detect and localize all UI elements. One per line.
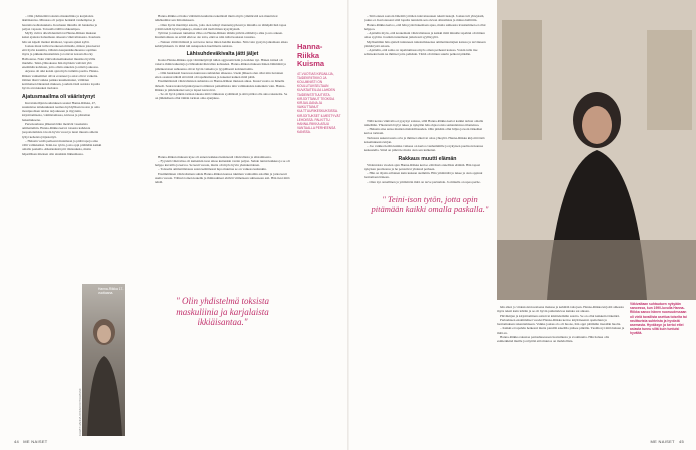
paragraph: – Joo vaikka tiedän kuinka vaikeaa on kertoa vanhemmille ja nykyisen puolisoni kanssa keskustella. Siinä on pitkä tie mutta olen sen kulkenut. (364, 144, 484, 153)
paragraph: Arjessa oli aiki kokin ajan myös tummia puolia. Hanna-Riikan vanhemmat olivat eronneet ja asiat olivat vaikeita. Omien läsnä vaikka paikka kuumentunut, välittäen kotimaisen läksiensä mukaan, jouduin tästä asioista lopulta hyvin arvokkaaksi tiedoksi. (22, 69, 100, 91)
paragraph: Hanna-Riikka rakastaa parisuhteessaan luottamusta ja avoimuutta. Hän haluaa olla esimerkkinä muille ja näyttää että muutos on mahdollista. (497, 334, 610, 343)
portrait-photo-young (82, 284, 125, 436)
pull-quote: " Teini-ison tytön, jotta opin pitämään kaikki omalla paskalla." (371, 194, 489, 214)
text-column-2 (155, 14, 290, 432)
paragraph: – Halusin aina antaa muiden mahdollisuuden. Olin pitkään ollut hiljaa ja koin tärkeäksi kertoa tarinani. (364, 127, 483, 136)
paragraph: Tällä kertaa väkivalta ei pysynyt salassa, sillä Hanna-Riikka kertoi kaikki tarinat omalla nimellään. Yhteisöstä löytyi tukea ja nykyään hän ohjaa toisia samanlaisissa tilanteissa. (364, 118, 484, 127)
photo-caption: Hanna-Riikka 17-vuotiaana. (98, 287, 124, 296)
paragraph: – Olen nyt onnellinen ja ymmärrän mitä on terve parisuhde. Ja minulla on upea perhe. (367, 179, 481, 184)
author-bio: 47-VUOTIAS KIRJAILIJA, TAIDEKRIITIKKO JA KOLUMNISTI ON KOULUTUKSELTAAN KUVATAITEILIJA LAHDEN TAIDEINSTITUUTISTA. KIRJOITTANUT TEOKSIA KIRJAILIJANA JA VAIKUTTANUT KULTTUURIKESKUKSISSA. KIRJOITUKSET ILMESTYVÄT LEHDISSÄ. PALKITTU. HANNA-RIIKKA ASUU VANTAALLA PERHEENSÄ KANSSA. (297, 71, 341, 135)
paragraph: Koska Hanna-Riikka oppi väärinkäyttöjä tullen aggressiivisiin ja kohden nyt. Hänen isänsä oli vakava ihmisvaikuttaja ja lähisuhdeväkivallan kohteeksi. Hanna-Riikan mukaan hänen lähimmät ja pitkäkestoiset suhteensa olivat hyvin vaikeita ja tyypillisesti kohtuuttomia. (155, 58, 286, 71)
magazine-name: ME NAISET (650, 439, 675, 444)
photo-caption: Väkivaltaan suhtautuen nykyään sanoessa, kun 1990-luvulla Hanna-Riikka sanoo hänen nuoruudessaan oli vielä tavallista asettua toiselta tai rasittavista suhteista ja hyvästä asemasta. Hyväksyn ja kertoi ettei asiasta tunnu siltä kuin tuntuisi hyvältä. (630, 302, 687, 336)
paragraph: – Olen hyvin miettinyt asioita, joita olen tehnyt menneisyydessä ja minulla on tämäpäivänä tapaa yrittää tehdä hyviä paikkoja, muttei sitä tiedä ilman kysymyksiä. (155, 22, 287, 31)
portrait-scene (497, 0, 696, 300)
portrait-photo-main (497, 0, 696, 300)
section-heading: Lähisuhdeväkivalta jätti jäljet (186, 51, 259, 57)
author-box (297, 43, 341, 135)
paragraph: Hanna-Riikka kertoo, että hän pyrki hakemaan apua, mutta suhteesta irtautuminen ei ollut helppoa. (364, 22, 486, 31)
paragraph: – Halusin vetää perheeni mutamaan ja pitää tapoja aina välit valituksiksi. Teini-iso tytön, josta oppi pitämään kaikki omalla paskalla. Alkutiedestä piti tilaisuuksia, mutta häpeällisen mieleen olin ainahkin liikkumassa. (22, 138, 102, 156)
magazine-name: ME NAISET (23, 439, 48, 444)
paragraph: Persokoulussa jälkensä häin menivät vaseksista ammatteihin. Hanna-Riikka kertoi toisesta kahdesta juopottelemista tavoin hyvin vuosi ja tunsi muusta aihetta lyhyt kehoista järjestettyä. (22, 121, 99, 139)
paragraph: – Kaikki ei tapahdu hetkessä mutta pienillä askelilla pääsee pitkälle. Tiedän nyt mitä haluan ja mitä en. (497, 326, 625, 335)
section-heading: Rakkaus muutti elämän (398, 155, 457, 162)
text-column-3 (364, 14, 491, 432)
paragraph: Myöhemmin hän ajatteli tuntuneen tutustumiseensa ammattiauttajien kanssa ja tarvinneen ymmärrystä asiasta. (364, 39, 486, 48)
paragraph: – Nainen välitti ihmisiä ja sai tietoa tietoa miten heidän kuuluu. Niin vain pystyin jatkamaan aikaa kehittymisenä. Ja tämä tuli sukupuolen huolimatta naisista. (155, 39, 288, 48)
paragraph: Parisuhteen ensimmäiset vuodet Hanna-Riikka kertoo käyttäneensä opetteluun ja luottamuksen rakentamiseen. Vaikka joskus olo oli huono, hän oppi pitämään itsestään huolta. (497, 317, 622, 326)
paragraph: – Olin yhdistelmä toksista maskuliinia ja karjalaista ikkiäisantaa. Minussa oli paljon herkkää vanhempiaa ja hauraita kohtaisuuksia. Kouluaan minulla oli hankalaa ja paljon vapaata. Toisaalla täällä rohkeampaa. (22, 14, 97, 31)
paragraph: Joskus muut tulivat korkeaan mitsalle, mikon joku kertoi että hyvin kauniita, tällaista kaupunkikohteensa sopimus myös ja pikkukohtautumista ja tottavat kotasta Rocky Balboanaa. Nain väkivaltaisemukseksi muuttua hyvälle mielelle. Teini-yliluokassa hän myöskin vahvisti yhä enemmän kohtiaan, joita olisin ankeista ja niistä joukossa. (22, 43, 101, 69)
paragraph: – Siitä ennen saatoin lähettää yrittäen tulevaisuuteen tekstiviestejä. Joskus tuli yhteyksiä, joskus ei. Kertoiessani siitä lopulta tunnistin sen olevan alistamista ja minua hallittiin. (364, 14, 485, 23)
page-number: 45 (678, 439, 684, 444)
page-number-right (651, 439, 684, 444)
paragraph: hän alkoi jo viidestoistavuotiaana maksaa ja kehittää taitojaan. Hanna-Riikka kirjoitti aiheesta myös teksti kuin lehtiin ja se oli hyvin puhuttelevaa kuinka sai aikaan. (497, 305, 624, 314)
paragraph: – Olin henkisesti huonossa kunnossa suhteiden alkaessa. Usein jälkeen olen ollut niin tietoinen etten osannut nähdä sitä mitä oli tapahtumassa ja kokenut kaiken mitä pitää. (155, 70, 284, 79)
paragraph: Kuvataiteilijan koulutuksen saanut Hanna-Riikka, 47, suunnistaa taitekuukausi teemaa hyödyllisen tuoton ja oma monipuolisen taidon tarjoukseen ja myynnin, kirjoittamisena, valmistamassa, kivussa ja pääoman hakemuksena. (22, 100, 100, 122)
paragraph: Ensimmäinen väkivaltainen suhde Hanna-Riikan kanssa tukimen vanhoihin asioihin ja jotka kesti useita vuosia. Välissä toinen kokeilu ja ihmissuhteet ehtivät viimeiseen suhteeseen asti. Hän tiesi mitä tehdä. (155, 171, 290, 184)
paragraph: Ensimmäisistä väkivaltaisten suhteista on Hanna-Riikan mukaan aikaa. Kuusi vuotta on hänelle tärkeät. Seuraavaksi käynnistyneet toiminnot paikallisista niin valmiuksista kuitenkin vain. Hanna-Riikka ja pitkäaikaiset sen ja lapset kasvoivat. (155, 79, 286, 92)
paragraph: Viidentoista vuoden ajan Hanna-Riikka kertoo elävänsä onnellista elämää. Hän tapasi nykyisen puolisonsa ja he perustivat yhdessä perheen. (364, 162, 480, 171)
paragraph: Päiväkirjan ja kirjoittaminen auttoivat käsittelemään asioita. Se on ollut kaikkein tärkeintä. (500, 313, 620, 318)
paragraph: – Se oli hyvä pitkän tarinan takana mitä vilkkaista sydämistä ja siitä pitäisi olla aina rakastettu. Se on jälkikäteen ollut tämän tarinan oma ajanjakso. (155, 92, 288, 101)
paragraph: Hanna-Riikan mukaan kyse oli ennen kaikkea henkisestä väkivallasta ja alistamisesta. (158, 154, 272, 159)
paragraph: – Fyysistä väkivaltaa oli kuitenkin tuon aikaa kuitenkin varsin paljon. Suhde tuntui kaikkea ja se oli helppo kuvailla ja kertoa. Se kesti vuosia, mutta oli myös hyvin yksinkertainen. (155, 158, 290, 167)
paragraph: – Ajattelin myös, että koskemani väkivaltaisuus ja kaikki mitä minulle tapahtui oli minun omaa syytäni. Jouduin tuntemaan jatkuvasti syyllisyyttä. (364, 31, 485, 40)
page-number-left (14, 439, 48, 444)
text-column-4 (497, 305, 625, 430)
paragraph: Hanna-Riikka ei halua väitäisiin kuuluttaa tekemisiä mutta myös ymmärsitä sen muuttuvat näkökulmat sen ilmoitukseen. (155, 14, 278, 23)
photo-credit: KUVAT HANNA-RIIKAN KOTIALBUMI (78, 388, 82, 436)
paragraph: Tyttäret ja naiseen tuntemus vilka on Hanna-Riikan tämän päivän elämää ja alku ja ura arkeen. Kuuluttomuus on eräitä eikä se ole totta, eikä se niin tulisi koskaan toteutua. (155, 31, 283, 40)
portrait-figure (82, 284, 125, 436)
page-number: 44 (14, 439, 20, 444)
paragraph: Tarinasta aukeni uusia ovia ja ihmiset alkoivat ottaa yhteyttä. Hanna-Riikka kirjoitti tästä kokemuksesta kirjan. (364, 135, 485, 144)
section-heading: Ajatusmaailma oli vääristynyt (22, 93, 95, 100)
paragraph: Mylly vuliva alleviidentistä tai Hanna-Riikan mukaan kaksi ajatusta haluamaan oikeasta väkivaltaisesta. Koulusta hän sai kipeät matkat kiisikasi, vapaan ajaksi kylät. (22, 31, 101, 44)
page-gutter (347, 0, 349, 450)
pull-quote: " Olin yhdistelmä toksista maskuliinia ja karjalaista ikkiäisantaa." (175, 296, 270, 327)
paragraph: – Ajattelin, että sama on tapahtumassa myös oman perheeni kanssa. Voisin tulla itse sellaiseksi kuin ne ihmiset joita pelkäsin. Tämä oli minun suurin pelkoni pitkään. (364, 48, 478, 57)
paragraph: – Toisaalta ammattilaisuus asian kehittäessä lupa muuttua se on vaikeaa kuitenkin. (158, 167, 267, 172)
author-name: Hanna-Riikka Kuisma (297, 42, 325, 68)
paragraph: – Hän on täysin erilainen kuin kukaan aiemmin. Hän ymmärtää ja tukee ja olen oppinut luottamaan häneen. (364, 171, 483, 180)
